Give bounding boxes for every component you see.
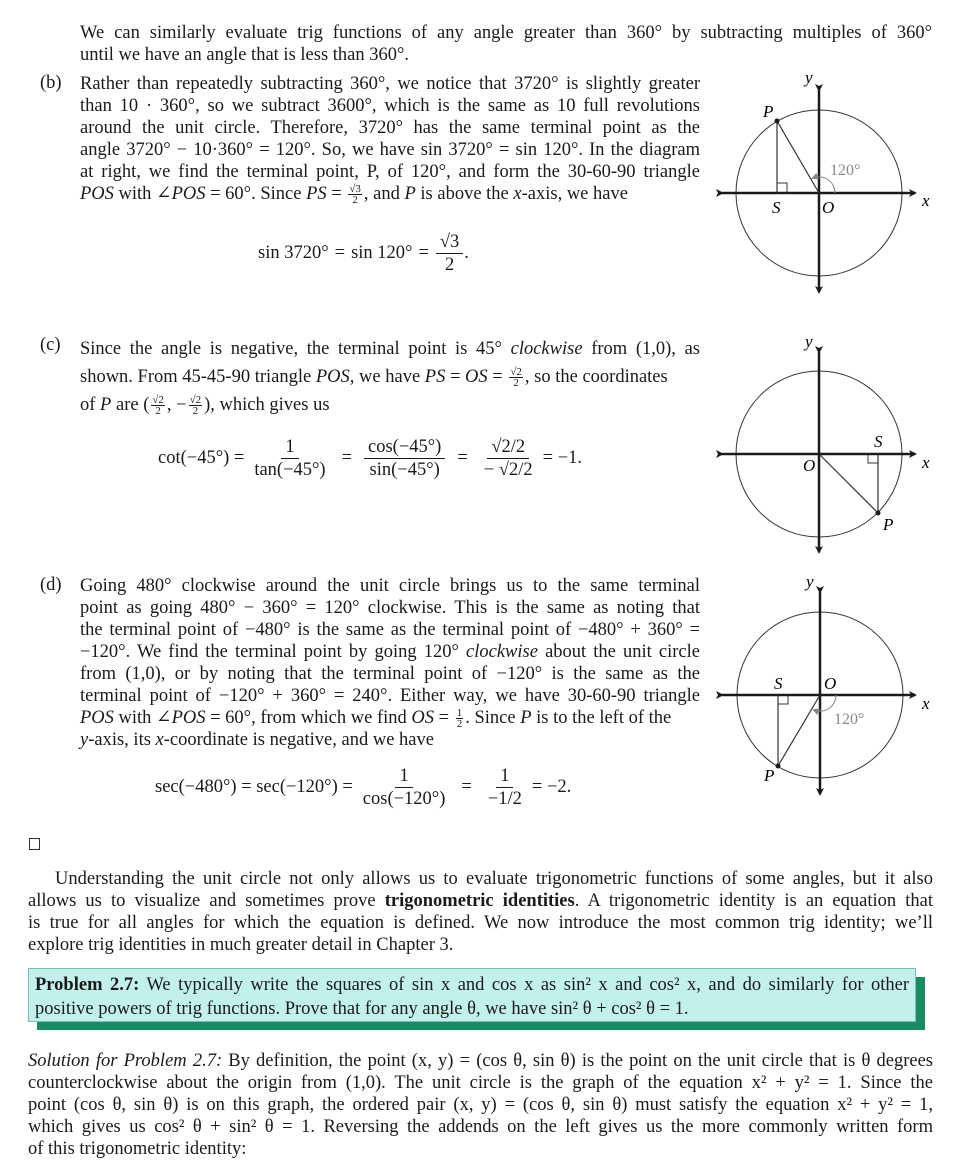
math-var: OS [465, 367, 488, 387]
part-c-equation [158, 437, 582, 480]
text: = [434, 708, 454, 728]
text: -axis, its [88, 730, 156, 750]
text: We typically write the squares of sin x and cos x as sin² x and cos² x, and do similarly for other [139, 975, 909, 995]
part-b-line: around the unit circle. Therefore, 3720° has the same terminal point as the [80, 118, 700, 138]
identities-paragraph [28, 868, 933, 956]
equation-result: = −2. [531, 777, 572, 797]
part-c-label: (c) [40, 335, 61, 355]
fraction-numerator: √3 [349, 183, 361, 196]
label-angle: 120° [830, 162, 861, 179]
label-angle: 120° [834, 711, 865, 728]
part-b-line: than 10 · 360°, so we subtract 3600°, which is the same as 10 full revolutions [80, 96, 700, 116]
fraction-denominator: 2 [456, 718, 463, 731]
equals-sign: = [341, 448, 353, 468]
math-var: x [155, 730, 164, 750]
math-var: PS [424, 367, 446, 387]
point-p [876, 511, 881, 516]
text: ), which gives us [204, 395, 330, 415]
fraction [480, 437, 537, 480]
equals-sign: = [418, 243, 429, 263]
part-c-line [80, 391, 700, 419]
problem-box [28, 968, 916, 1022]
inline-fraction [189, 395, 203, 416]
label-y: y [805, 68, 813, 87]
identities-line: explore trig identities in much greater detail in Chapter 3. [28, 935, 454, 955]
math-var: POS [171, 184, 206, 204]
solution-paragraph [28, 1050, 933, 1160]
text: , so the coordinates [524, 367, 668, 387]
label-s: S [874, 432, 883, 451]
fraction-numerator: 1 [456, 707, 463, 720]
fraction-numerator: √3 [436, 232, 463, 254]
equation-lhs: sin 3720° [258, 243, 329, 263]
part-d-line: point as going 480° − 360° = 120° clockwise. This is the same as noting that [80, 598, 700, 618]
text: = [445, 367, 466, 387]
text: are ( [111, 395, 150, 415]
part-c-line [80, 335, 700, 363]
part-d-equation [155, 766, 571, 809]
unit-circle-diagram-b [710, 60, 960, 310]
identities-line: Understanding the unit circle not only allows us to evaluate trigonometric functions of some angles, but it also [55, 869, 933, 889]
text: allows us to visualize and sometimes prove [28, 891, 385, 911]
solution-line: of this trigonometric identity: [28, 1139, 247, 1159]
inline-fraction [456, 708, 464, 729]
equation-lhs: sec(−480°) = sec(−120°) = [155, 777, 353, 797]
label-s: S [772, 198, 781, 217]
math-var: POS [80, 708, 114, 728]
solution-line: counterclockwise about the origin from (1,0). The unit circle is the graph of the equation x² + y² = 1. Since the [28, 1073, 933, 1093]
point-p [776, 764, 781, 769]
part-b-line: at right, we find the terminal point, P, of 120°, and form the 30-60-90 triangle [80, 162, 700, 182]
math-var: PS [306, 184, 327, 204]
text: , we have [349, 367, 425, 387]
fraction-numerator: 1 [496, 766, 513, 788]
equation-result: = −1. [542, 448, 583, 468]
text: Since the angle is negative, the terminal point is 45° [80, 339, 511, 359]
text: , − [166, 395, 187, 415]
fraction-denominator: 2 [513, 377, 519, 390]
label-x: x [922, 191, 930, 210]
part-c-text [80, 335, 700, 419]
identities-line: is true for all angles for which the equation is defined. We now introduce the most common trig identity; we’ll [28, 913, 933, 933]
solution-line: which gives us cos² θ + sin² θ = 1. Reversing the addends on the left gives us the more commonly written form [28, 1117, 933, 1137]
part-b-line: Rather than repeatedly subtracting 360°, we notice that 3720° is slightly greater [80, 74, 700, 94]
label-y: y [805, 332, 813, 351]
text: -coordinate is negative, and we have [163, 730, 434, 750]
inline-fraction [509, 367, 523, 388]
part-c-line [80, 363, 700, 391]
part-d-line: terminal point of −120° + 360° = 240°. Either way, we have 30-60-90 triangle [80, 686, 700, 706]
text: of [80, 395, 101, 415]
math-var: x [513, 184, 522, 204]
text: with ∠ [113, 184, 172, 204]
period: . [464, 243, 469, 263]
part-b-label: (b) [40, 73, 62, 93]
text: = [487, 367, 508, 387]
fraction-numerator: 1 [281, 437, 298, 459]
text: −120°. We find the terminal point by going 120° [80, 642, 467, 662]
problem-line: positive powers of trig functions. Prove that for any angle θ, we have sin² θ + cos² θ = 1. [35, 999, 689, 1019]
solution-line: point (cos θ, sin θ) is on this graph, the ordered pair (x, y) = (cos θ, sin θ) must satisfy the equation x² + y² = 1, [28, 1095, 933, 1115]
equals-sign: = [334, 243, 346, 263]
part-d-line [80, 729, 700, 751]
intro-line: until we have an angle that is less than 360°. [80, 45, 410, 65]
unit-circle-diagram-c [710, 330, 960, 560]
part-d-line: from (1,0), or by noting that the terminal point of −120° is the same as the [80, 664, 700, 684]
label-p: P [883, 515, 894, 534]
label-o: O [824, 674, 837, 693]
text: is to the left of the [531, 708, 672, 728]
bold-term: trigonometric identities [384, 891, 575, 911]
part-d-line: Going 480° clockwise around the unit circle brings us to the same terminal [80, 576, 700, 596]
qed-box-icon [29, 838, 40, 850]
math-var: POS [171, 708, 206, 728]
equals-sign: = [461, 777, 472, 797]
fraction-numerator: √2 [510, 366, 522, 379]
math-var: P [100, 395, 112, 415]
part-b-line: angle 3720° − 10·360° = 120°. So, we have sin 3720° = sin 120°. In the diagram [80, 140, 700, 160]
part-b-equation [258, 232, 469, 275]
fraction-denominator: tan(−45°) [254, 460, 326, 480]
math-var: P [520, 708, 532, 728]
unit-circle-diagram-d [710, 570, 960, 800]
fraction-denominator: 2 [155, 405, 161, 418]
equals-sign: = [457, 448, 468, 468]
segment-op [778, 695, 820, 766]
equation-lhs: cot(−45°) = [158, 448, 245, 468]
part-d-line: the terminal point of −480° is the same as the terminal point of −480° + 360° = [80, 620, 700, 640]
fraction-denominator: 2 [192, 405, 199, 418]
right-angle-mark [777, 183, 787, 193]
label-o: O [822, 198, 835, 217]
fraction-numerator: √2 [189, 394, 202, 407]
part-d-text [80, 575, 700, 751]
right-angle-mark [868, 454, 878, 463]
part-d-line [80, 641, 700, 663]
solution-title: Solution for Problem 2.7: [28, 1051, 223, 1071]
fraction-denominator: − √2/2 [483, 460, 533, 480]
right-angle-mark [778, 695, 788, 704]
text: from (1,0), as [582, 339, 701, 359]
inline-fraction [151, 395, 165, 416]
text: = 60°, from which we find [205, 708, 412, 728]
text: is above the [415, 184, 514, 204]
math-var: y [80, 730, 89, 750]
fraction-numerator: √2/2 [487, 437, 529, 459]
text: , and [363, 184, 405, 204]
problem-title: Problem 2.7: [35, 975, 140, 995]
fraction-denominator: 2 [444, 255, 455, 275]
fraction-numerator: cos(−45°) [364, 437, 445, 459]
fraction [359, 766, 450, 809]
part-d-line [80, 707, 700, 729]
solution-line [28, 1050, 933, 1072]
fraction [364, 437, 445, 480]
text: about the unit circle [537, 642, 700, 662]
label-o: O [803, 456, 816, 475]
fraction-numerator: 1 [395, 766, 412, 788]
point-p [775, 119, 780, 124]
fraction [436, 232, 463, 275]
text: shown. From 45-45-90 triangle [80, 367, 316, 387]
equation-term: sin 120° [351, 243, 413, 263]
math-var: P [404, 184, 416, 204]
fraction-numerator: √2 [152, 394, 164, 407]
label-x: x [922, 453, 930, 472]
identities-line [28, 890, 933, 912]
intro-line: We can similarly evaluate trig functions of any angle greater than 360° by subtracting multiples of 360° [80, 23, 932, 43]
angle-arc [814, 695, 836, 711]
label-p: P [763, 102, 774, 121]
text: . Since [465, 708, 521, 728]
text: . A trigonometric identity is an equation that [574, 891, 934, 911]
text: By definition, the point (x, y) = (cos θ, sin θ) is the point on the unit circle that is θ degrees [222, 1051, 933, 1071]
math-var: OS [411, 708, 435, 728]
fraction-denominator: −1/2 [487, 789, 522, 809]
label-x: x [922, 694, 930, 713]
angle-arc [813, 177, 835, 193]
label-p: P [764, 766, 775, 785]
fraction [484, 766, 526, 809]
emphasis: clockwise [510, 339, 583, 359]
label-s: S [774, 674, 783, 693]
emphasis: clockwise [466, 642, 538, 662]
math-var: POS [315, 367, 350, 387]
text: = [326, 184, 347, 204]
fraction-denominator: sin(−45°) [369, 460, 440, 480]
fraction-denominator: cos(−120°) [362, 789, 446, 809]
text: = 60°. Since [205, 184, 307, 204]
part-b-text [80, 73, 700, 205]
math-var: POS [80, 184, 114, 204]
fraction [250, 437, 329, 480]
part-d-label: (d) [40, 575, 62, 595]
text: with ∠ [113, 708, 172, 728]
label-y: y [806, 572, 814, 591]
fraction-denominator: 2 [352, 194, 358, 207]
problem-line [35, 973, 909, 997]
segment-op [777, 121, 819, 193]
part-b-line [80, 183, 700, 205]
text: -axis, we have [521, 184, 628, 204]
inline-fraction [348, 184, 362, 205]
